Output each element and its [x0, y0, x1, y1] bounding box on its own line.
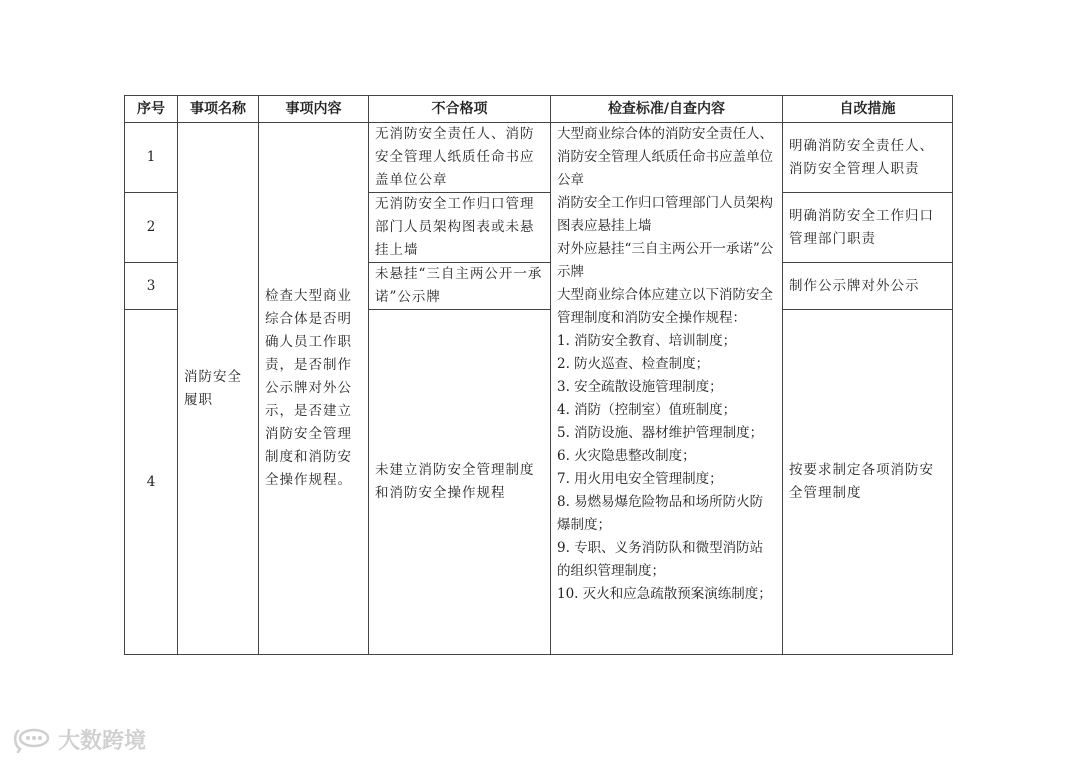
standard-list-item: 9. 专职、义务消防队和微型消防站的组织管理制度； — [557, 540, 764, 579]
nonconformity-cell: 未建立消防安全管理制度和消防安全操作规程 — [369, 310, 551, 655]
nonconformity-cell: 无消防安全工作归口管理部门人员架构图表或未悬挂上墙 — [369, 193, 551, 263]
measure-cell: 明确消防安全工作归口管理部门职责 — [783, 193, 953, 263]
item-name-cell — [178, 123, 259, 655]
standard-list-item: 2. 防火巡查、检查制度； — [557, 356, 710, 372]
standard-list-item: 6. 火灾隐患整改制度； — [557, 448, 696, 464]
standard-list-item: 3. 安全疏散设施管理制度； — [557, 379, 723, 395]
row-index: 3 — [125, 263, 178, 310]
standard-line: 大型商业综合体的消防安全责任人、消防安全管理人纸质任命书应盖单位公章 — [557, 126, 773, 188]
header-measure: 自改措施 — [783, 96, 953, 123]
measure-cell: 按要求制定各项消防安全管理制度 — [783, 310, 953, 655]
standard-list-item: 5. 消防设施、器材维护管理制度； — [557, 425, 764, 441]
nonconformity-cell: 未悬挂“三自主两公开一承诺”公示牌 — [369, 263, 551, 310]
header-item-name: 事项名称 — [178, 96, 259, 123]
standard-list-item: 4. 消防（控制室）值班制度； — [557, 402, 737, 418]
standard-list-item: 8. 易燃易爆危险物品和场所防火防爆制度； — [557, 494, 764, 533]
row-index: 4 — [125, 310, 178, 655]
item-name-text: 消防安全履职 — [184, 368, 242, 408]
header-standard: 检查标准/自查内容 — [551, 96, 783, 123]
table-header-row — [125, 96, 953, 123]
standard-line: 对外应悬挂“三自主两公开一承诺”公示牌 — [557, 241, 774, 280]
watermark-text: 大数跨境 — [58, 729, 147, 754]
nonconformity-cell: 无消防安全责任人、消防安全管理人纸质任命书应盖单位公章 — [369, 123, 551, 193]
standard-list-item: 7. 用火用电安全管理制度； — [557, 471, 723, 487]
watermark — [12, 724, 146, 755]
measure-cell: 制作公示牌对外公示 — [783, 263, 953, 310]
inspection-table — [124, 95, 953, 655]
header-item-content: 事项内容 — [259, 96, 369, 123]
header-index: 序号 — [125, 96, 178, 123]
item-content-text: 检查大型商业综合体是否明确人员工作职责，是否制作公示牌对外公示，是否建立消防安全管理制度和消防安全操作规程。 — [265, 288, 352, 488]
table-row — [125, 123, 953, 193]
row-index: 1 — [125, 123, 178, 193]
item-content-cell — [259, 123, 369, 655]
standard-list-item: 1. 消防安全教育、培训制度； — [557, 333, 737, 349]
standard-cell — [551, 123, 783, 655]
standard-line: 大型商业综合体应建立以下消防安全管理制度和消防安全操作规程： — [557, 287, 773, 326]
standard-line: 消防安全工作归口管理部门人员架构图表应悬挂上墙 — [557, 195, 773, 234]
standard-list-item: 10. 灭火和应急疏散预案演练制度； — [557, 586, 772, 602]
chat-bubble-logo-icon — [12, 727, 52, 753]
row-index: 2 — [125, 193, 178, 263]
measure-cell: 明确消防安全责任人、消防安全管理人职责 — [783, 123, 953, 193]
header-nonconformity: 不合格项 — [369, 96, 551, 123]
